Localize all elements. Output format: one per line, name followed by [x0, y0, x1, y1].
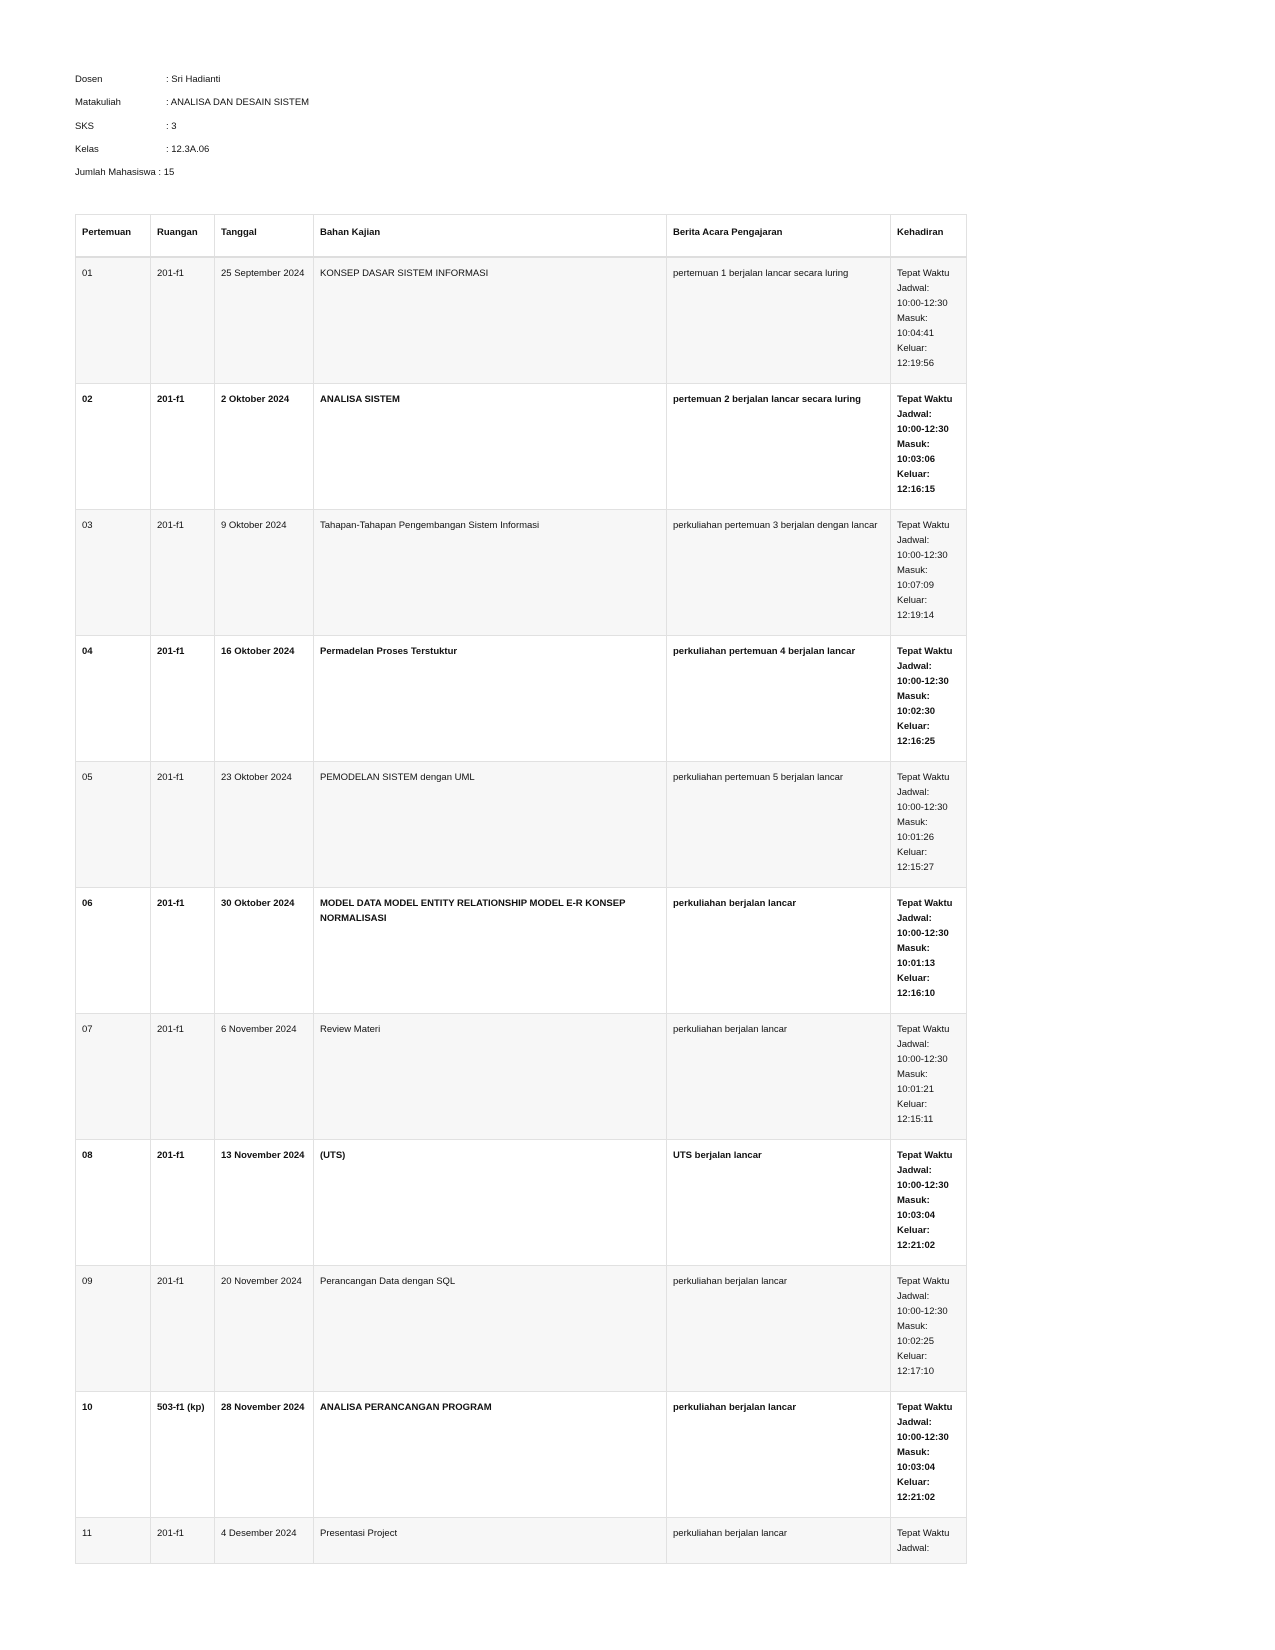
status: Tepat Waktu [897, 1024, 950, 1035]
kelas-row [75, 144, 309, 167]
jadwal-time: 10:00-12:30 [897, 298, 948, 309]
jadwal-time: 10:00-12:30 [897, 550, 948, 561]
jadwal-label: Jadwal: [897, 535, 930, 546]
pertemuan-cell: 08 [76, 1140, 151, 1266]
col-kehadiran: Kehadiran [891, 215, 967, 258]
pertemuan-cell: 09 [76, 1266, 151, 1392]
ruangan-cell: 201-f1 [151, 1518, 215, 1564]
keluar-label: Keluar: [897, 343, 928, 354]
tanggal-cell: 20 November 2024 [215, 1266, 314, 1392]
bahan-cell: ANALISA PERANCANGAN PROGRAM [314, 1392, 667, 1518]
jadwal-time: 10:00-12:30 [897, 802, 948, 813]
status: Tepat Waktu [897, 520, 950, 531]
tanggal-cell: 28 November 2024 [215, 1392, 314, 1518]
masuk-time: 10:04:41 [897, 328, 934, 339]
ruangan-cell: 201-f1 [151, 384, 215, 510]
jadwal-time: 10:00-12:30 [897, 928, 949, 939]
matakuliah-label: Matakuliah [75, 97, 121, 109]
bahan-cell: Presentasi Project [314, 1518, 667, 1564]
masuk-time: 10:01:13 [897, 958, 936, 969]
jadwal-time: 10:00-12:30 [897, 676, 949, 687]
jadwal-label: Jadwal: [897, 1039, 930, 1050]
berita-cell: perkuliahan pertemuan 3 berjalan dengan lancar [667, 510, 891, 636]
status: Tepat Waktu [897, 1402, 953, 1413]
masuk-time: 10:01:26 [897, 832, 934, 843]
pertemuan-cell: 02 [76, 384, 151, 510]
status: Tepat Waktu [897, 646, 953, 657]
keluar-time: 12:15:11 [897, 1114, 934, 1125]
jumlah-mahasiswa: Jumlah Mahasiswa : 15 [75, 167, 175, 179]
tanggal-cell: 6 November 2024 [215, 1014, 314, 1140]
table-row [76, 1014, 967, 1140]
sks-value: : 3 [166, 120, 177, 132]
masuk-time: 10:07:09 [897, 580, 934, 591]
jadwal-time: 10:00-12:30 [897, 1432, 949, 1443]
berita-cell: perkuliahan berjalan lancar [667, 1518, 891, 1564]
col-berita-acara: Berita Acara Pengajaran [667, 215, 891, 258]
jumlah-row [75, 167, 309, 190]
masuk-label: Masuk: [897, 1447, 930, 1458]
berita-cell: perkuliahan pertemuan 5 berjalan lancar [667, 762, 891, 888]
status: Tepat Waktu [897, 772, 950, 783]
bahan-cell: (UTS) [314, 1140, 667, 1266]
table-row [76, 1518, 967, 1564]
berita-cell: perkuliahan berjalan lancar [667, 1392, 891, 1518]
status: Tepat Waktu [897, 1528, 950, 1539]
status: Tepat Waktu [897, 268, 950, 279]
bahan-cell: PEMODELAN SISTEM dengan UML [314, 762, 667, 888]
ruangan-cell: 201-f1 [151, 257, 215, 384]
tanggal-cell: 4 Desember 2024 [215, 1518, 314, 1564]
tanggal-cell: 30 Oktober 2024 [215, 888, 314, 1014]
ruangan-cell: 201-f1 [151, 1140, 215, 1266]
masuk-time: 10:02:30 [897, 706, 936, 717]
sks-row [75, 121, 309, 144]
jadwal-label: Jadwal: [897, 1165, 932, 1176]
table-row [76, 1392, 967, 1518]
berita-cell: perkuliahan berjalan lancar [667, 888, 891, 1014]
keluar-time: 12:21:02 [897, 1492, 936, 1503]
keluar-label: Keluar: [897, 1225, 930, 1236]
keluar-time: 12:19:14 [897, 610, 934, 621]
table-row [76, 888, 967, 1014]
ruangan-cell: 503-f1 (kp) [151, 1392, 215, 1518]
masuk-time: 10:03:04 [897, 1210, 936, 1221]
ruangan-cell: 201-f1 [151, 510, 215, 636]
dosen-label: Dosen [75, 74, 103, 85]
kehadiran-cell [891, 510, 967, 636]
jadwal-label: Jadwal: [897, 1291, 930, 1302]
keluar-time: 12:19:56 [897, 358, 934, 369]
bahan-cell: ANALISA SISTEM [314, 384, 667, 510]
pertemuan-cell: 07 [76, 1014, 151, 1140]
table-row [76, 762, 967, 888]
masuk-label: Masuk: [897, 1321, 928, 1332]
tanggal-cell: 25 September 2024 [215, 257, 314, 384]
masuk-label: Masuk: [897, 691, 930, 702]
ruangan-cell: 201-f1 [151, 888, 215, 1014]
kehadiran-cell [891, 1014, 967, 1140]
pertemuan-cell: 03 [76, 510, 151, 636]
kehadiran-cell [891, 888, 967, 1014]
ruangan-cell: 201-f1 [151, 762, 215, 888]
bahan-cell: Permadelan Proses Terstuktur [314, 636, 667, 762]
jadwal-label: Jadwal: [897, 409, 932, 420]
sks-label: SKS [75, 120, 95, 132]
pertemuan-cell: 01 [76, 257, 151, 384]
keluar-label: Keluar: [897, 1351, 928, 1362]
jadwal-label: Jadwal: [897, 661, 932, 672]
ruangan-cell: 201-f1 [151, 1266, 215, 1392]
pertemuan-cell: 10 [76, 1392, 151, 1518]
col-tanggal: Tanggal [215, 215, 314, 258]
table-row [76, 384, 967, 510]
kelas-value: : 12.3A.06 [166, 143, 210, 155]
ruangan-cell: 201-f1 [151, 1014, 215, 1140]
keluar-label: Keluar: [897, 595, 928, 606]
keluar-time: 12:21:02 [897, 1240, 936, 1251]
masuk-time: 10:03:04 [897, 1462, 936, 1473]
dosen-row [75, 74, 309, 97]
dosen-value: : Sri Hadianti [166, 74, 221, 85]
kehadiran-cell [891, 257, 967, 384]
pertemuan-cell: 11 [76, 1518, 151, 1564]
jadwal-time: 10:00-12:30 [897, 1306, 948, 1317]
berita-cell: perkuliahan berjalan lancar [667, 1014, 891, 1140]
masuk-label: Masuk: [897, 817, 928, 828]
kehadiran-cell [891, 1266, 967, 1392]
masuk-label: Masuk: [897, 313, 928, 324]
masuk-label: Masuk: [897, 565, 928, 576]
kelas-label: Kelas [75, 143, 99, 155]
berita-acara-table [75, 214, 967, 1564]
keluar-label: Keluar: [897, 973, 930, 984]
pertemuan-cell: 06 [76, 888, 151, 1014]
keluar-label: Keluar: [897, 469, 930, 480]
tanggal-cell: 13 November 2024 [215, 1140, 314, 1266]
jadwal-label: Jadwal: [897, 787, 930, 798]
berita-cell: UTS berjalan lancar [667, 1140, 891, 1266]
jadwal-time: 10:00-12:30 [897, 1054, 948, 1065]
tanggal-cell: 16 Oktober 2024 [215, 636, 314, 762]
masuk-label: Masuk: [897, 1195, 930, 1206]
info-header [75, 74, 309, 190]
jadwal-label: Jadwal: [897, 913, 932, 924]
tanggal-cell: 9 Oktober 2024 [215, 510, 314, 636]
table-row [76, 1140, 967, 1266]
pertemuan-cell: 04 [76, 636, 151, 762]
table-row [76, 636, 967, 762]
keluar-label: Keluar: [897, 1477, 930, 1488]
jadwal-time: 10:00-12:30 [897, 424, 949, 435]
masuk-time: 10:01:21 [897, 1084, 934, 1095]
kehadiran-cell [891, 1140, 967, 1266]
pertemuan-cell: 05 [76, 762, 151, 888]
masuk-time: 10:02:25 [897, 1336, 934, 1347]
keluar-label: Keluar: [897, 1099, 928, 1110]
table-row [76, 1266, 967, 1392]
kehadiran-cell [891, 762, 967, 888]
status: Tepat Waktu [897, 1150, 953, 1161]
keluar-time: 12:15:27 [897, 862, 934, 873]
status: Tepat Waktu [897, 394, 953, 405]
col-ruangan: Ruangan [151, 215, 215, 258]
tanggal-cell: 23 Oktober 2024 [215, 762, 314, 888]
kehadiran-cell [891, 384, 967, 510]
bahan-cell: Tahapan-Tahapan Pengembangan Sistem Informasi [314, 510, 667, 636]
table-row [76, 510, 967, 636]
col-bahan-kajian: Bahan Kajian [314, 215, 667, 258]
table-row [76, 257, 967, 384]
matakuliah-value: : ANALISA DAN DESAIN SISTEM [166, 97, 310, 109]
keluar-time: 12:16:10 [897, 988, 936, 999]
berita-cell: perkuliahan berjalan lancar [667, 1266, 891, 1392]
bahan-cell: KONSEP DASAR SISTEM INFORMASI [314, 257, 667, 384]
berita-cell: perkuliahan pertemuan 4 berjalan lancar [667, 636, 891, 762]
masuk-label: Masuk: [897, 1069, 928, 1080]
jadwal-time: 10:00-12:30 [897, 1180, 949, 1191]
keluar-time: 12:16:25 [897, 736, 936, 747]
keluar-time: 12:17:10 [897, 1366, 934, 1377]
kehadiran-cell [891, 1392, 967, 1518]
col-pertemuan: Pertemuan [76, 215, 151, 258]
bahan-cell: Perancangan Data dengan SQL [314, 1266, 667, 1392]
status: Tepat Waktu [897, 898, 953, 909]
keluar-label: Keluar: [897, 721, 930, 732]
table-header-row [76, 215, 967, 258]
kehadiran-cell [891, 1518, 967, 1564]
matakuliah-row [75, 97, 309, 120]
keluar-time: 12:16:15 [897, 484, 936, 495]
status: Tepat Waktu [897, 1276, 950, 1287]
berita-cell: pertemuan 1 berjalan lancar secara luring [667, 257, 891, 384]
jadwal-label: Jadwal: [897, 1543, 930, 1554]
masuk-label: Masuk: [897, 439, 930, 450]
bahan-cell: MODEL DATA MODEL ENTITY RELATIONSHIP MODEL E-R KONSEP NORMALISASI [314, 888, 667, 1014]
tanggal-cell: 2 Oktober 2024 [215, 384, 314, 510]
ruangan-cell: 201-f1 [151, 636, 215, 762]
bahan-cell: Review Materi [314, 1014, 667, 1140]
masuk-time: 10:03:06 [897, 454, 936, 465]
kehadiran-cell [891, 636, 967, 762]
berita-cell: pertemuan 2 berjalan lancar secara luring [667, 384, 891, 510]
jadwal-label: Jadwal: [897, 1417, 932, 1428]
masuk-label: Masuk: [897, 943, 930, 954]
keluar-label: Keluar: [897, 847, 928, 858]
jadwal-label: Jadwal: [897, 283, 930, 294]
